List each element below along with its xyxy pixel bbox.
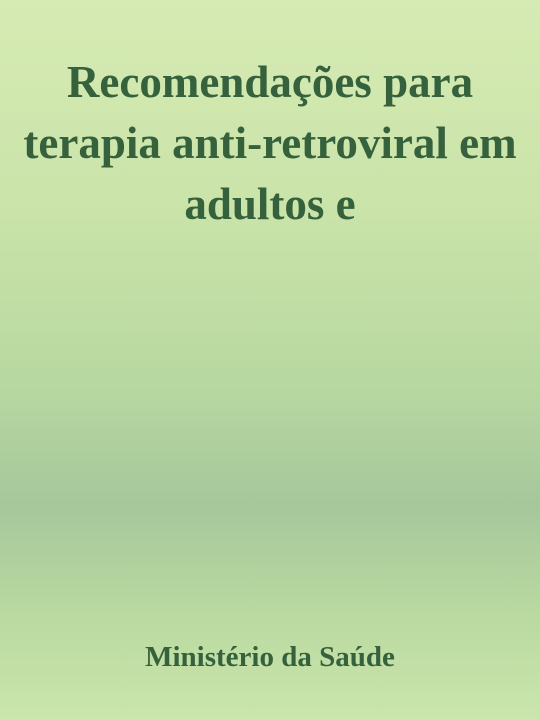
book-author: Ministério da Saúde: [145, 641, 395, 673]
book-title: Recomendações para terapia anti-retroviral em adultos e: [23, 57, 517, 229]
